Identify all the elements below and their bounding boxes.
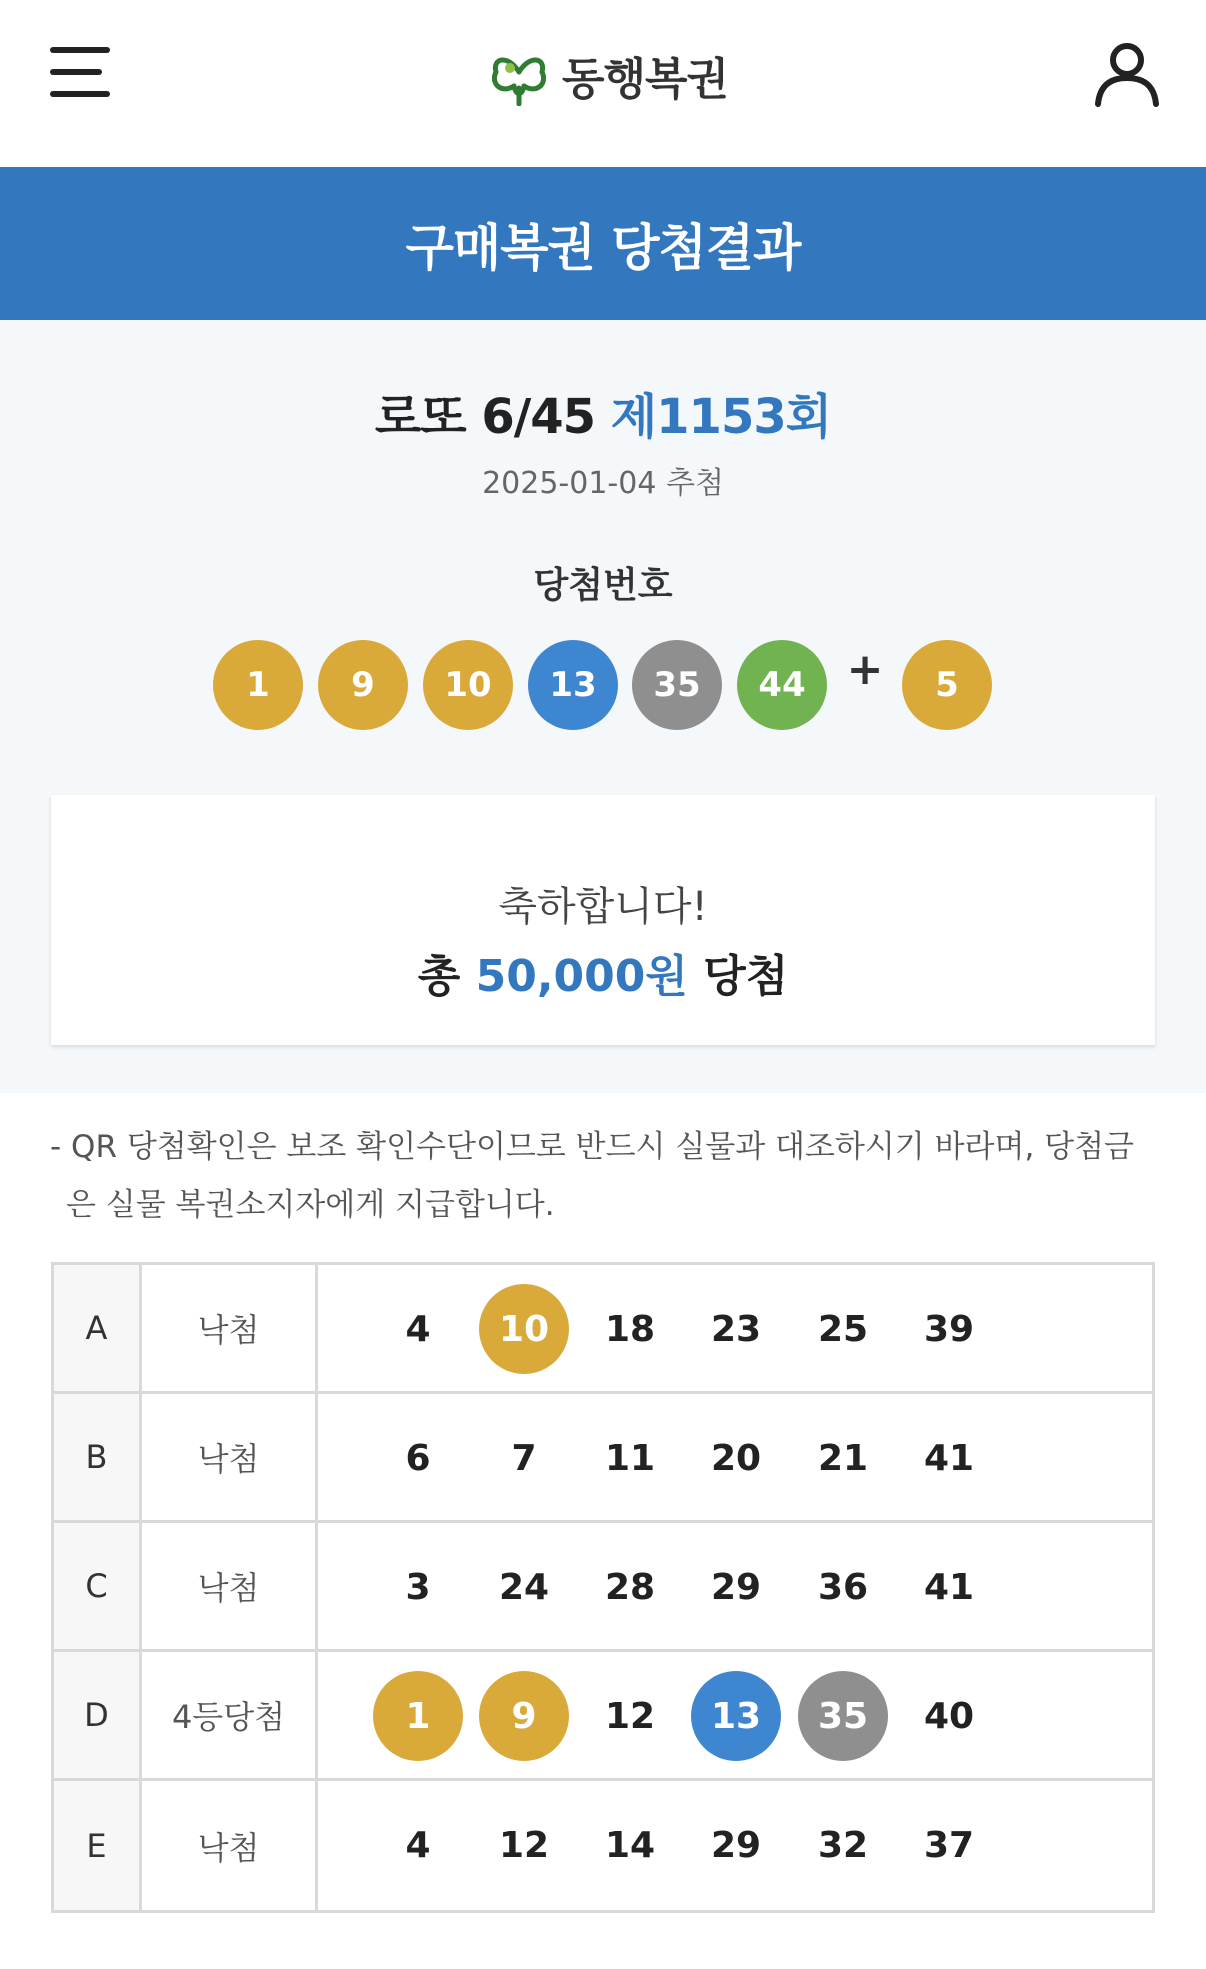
ticket-game-label: C <box>54 1523 142 1649</box>
draw-round: 제1153회 <box>610 389 832 445</box>
ticket-number: 36 <box>817 1566 869 1608</box>
qr-notice: - QR 당첨확인은 보조 확인수단이므로 반드시 실물과 대조하시기 바라며, 당첨금은 실물 복권소지자에게 지급합니다. <box>50 1129 1134 1223</box>
ticket-number: 24 <box>498 1566 550 1608</box>
ticket-result: 4등당첨 <box>142 1652 318 1778</box>
ticket-row <box>54 1523 1152 1652</box>
winning-ball: 1 <box>213 640 303 730</box>
ticket-row <box>54 1394 1152 1523</box>
ticket-number: 4 <box>405 1824 431 1866</box>
ticket-game-label: E <box>54 1781 142 1910</box>
ticket-number: 28 <box>604 1566 656 1608</box>
ticket-number: 3 <box>405 1566 431 1608</box>
ticket-number: 7 <box>511 1437 537 1479</box>
ticket-number: 14 <box>604 1824 656 1866</box>
draw-result-section <box>0 320 1206 1093</box>
ticket-number: 11 <box>604 1437 656 1479</box>
app-header <box>0 0 1206 167</box>
winning-numbers-label: 당첨번호 <box>533 565 673 606</box>
ticket-number: 39 <box>923 1308 975 1350</box>
ticket-row <box>54 1652 1152 1781</box>
ticket-number: 18 <box>604 1308 656 1350</box>
draw-title <box>0 378 1206 447</box>
ticket-row <box>54 1781 1152 1910</box>
draw-date: 2025-01-04 추첨 <box>482 466 724 501</box>
bonus-ball: 5 <box>902 640 992 730</box>
prize-card <box>51 795 1155 1045</box>
winning-ball: 35 <box>632 640 722 730</box>
ticket-number: 29 <box>710 1824 762 1866</box>
ticket-number: 32 <box>817 1824 869 1866</box>
ticket-number: 21 <box>817 1437 869 1479</box>
page-title: 구매복권 당첨결과 <box>0 167 1206 320</box>
ticket-number: 40 <box>923 1695 975 1737</box>
menu-line <box>50 91 110 97</box>
ticket-number: 41 <box>923 1566 975 1608</box>
logo-text: 동행복권 <box>562 54 729 105</box>
prize-suffix: 당첨 <box>703 951 789 1002</box>
ticket-number-matched: 13 <box>691 1671 781 1761</box>
ticket-game-label: A <box>54 1265 142 1391</box>
game-name: 로또 6/45 <box>374 389 596 445</box>
ticket-number-matched: 10 <box>479 1284 569 1374</box>
user-icon[interactable] <box>1092 38 1162 108</box>
ticket-number: 23 <box>710 1308 762 1350</box>
ticket-number: 12 <box>498 1824 550 1866</box>
ticket-table <box>51 1262 1155 1913</box>
ticket-number-matched: 1 <box>373 1671 463 1761</box>
ticket-number: 4 <box>405 1308 431 1350</box>
hamburger-menu-icon[interactable] <box>50 47 110 97</box>
ticket-game-label: D <box>54 1652 142 1778</box>
ticket-number: 20 <box>710 1437 762 1479</box>
ticket-result: 낙첨 <box>142 1781 318 1910</box>
ticket-game-label: B <box>54 1394 142 1520</box>
ticket-number: 41 <box>923 1437 975 1479</box>
ticket-number: 12 <box>604 1695 656 1737</box>
ticket-row <box>54 1265 1152 1394</box>
ticket-result: 낙첨 <box>142 1523 318 1649</box>
winning-ball: 10 <box>423 640 513 730</box>
winning-ball: 9 <box>318 640 408 730</box>
menu-line <box>50 47 110 53</box>
ticket-number: 29 <box>710 1566 762 1608</box>
ticket-result: 낙첨 <box>142 1265 318 1391</box>
winning-ball: 13 <box>528 640 618 730</box>
ticket-number: 6 <box>405 1437 431 1479</box>
ticket-number: 37 <box>923 1824 975 1866</box>
menu-line <box>50 69 102 75</box>
clover-logo-icon <box>488 44 550 106</box>
ticket-number-matched: 35 <box>798 1671 888 1761</box>
congrats-text: 축하합니다! <box>498 884 708 930</box>
prize-total <box>51 940 1155 1004</box>
ticket-result: 낙첨 <box>142 1394 318 1520</box>
prize-prefix: 총 <box>417 951 461 1002</box>
logo[interactable] <box>488 40 728 110</box>
prize-amount: 50,000원 <box>475 951 688 1002</box>
ticket-number: 25 <box>817 1308 869 1350</box>
ticket-number-matched: 9 <box>479 1671 569 1761</box>
bonus-plus: + <box>846 644 884 695</box>
winning-ball: 44 <box>737 640 827 730</box>
